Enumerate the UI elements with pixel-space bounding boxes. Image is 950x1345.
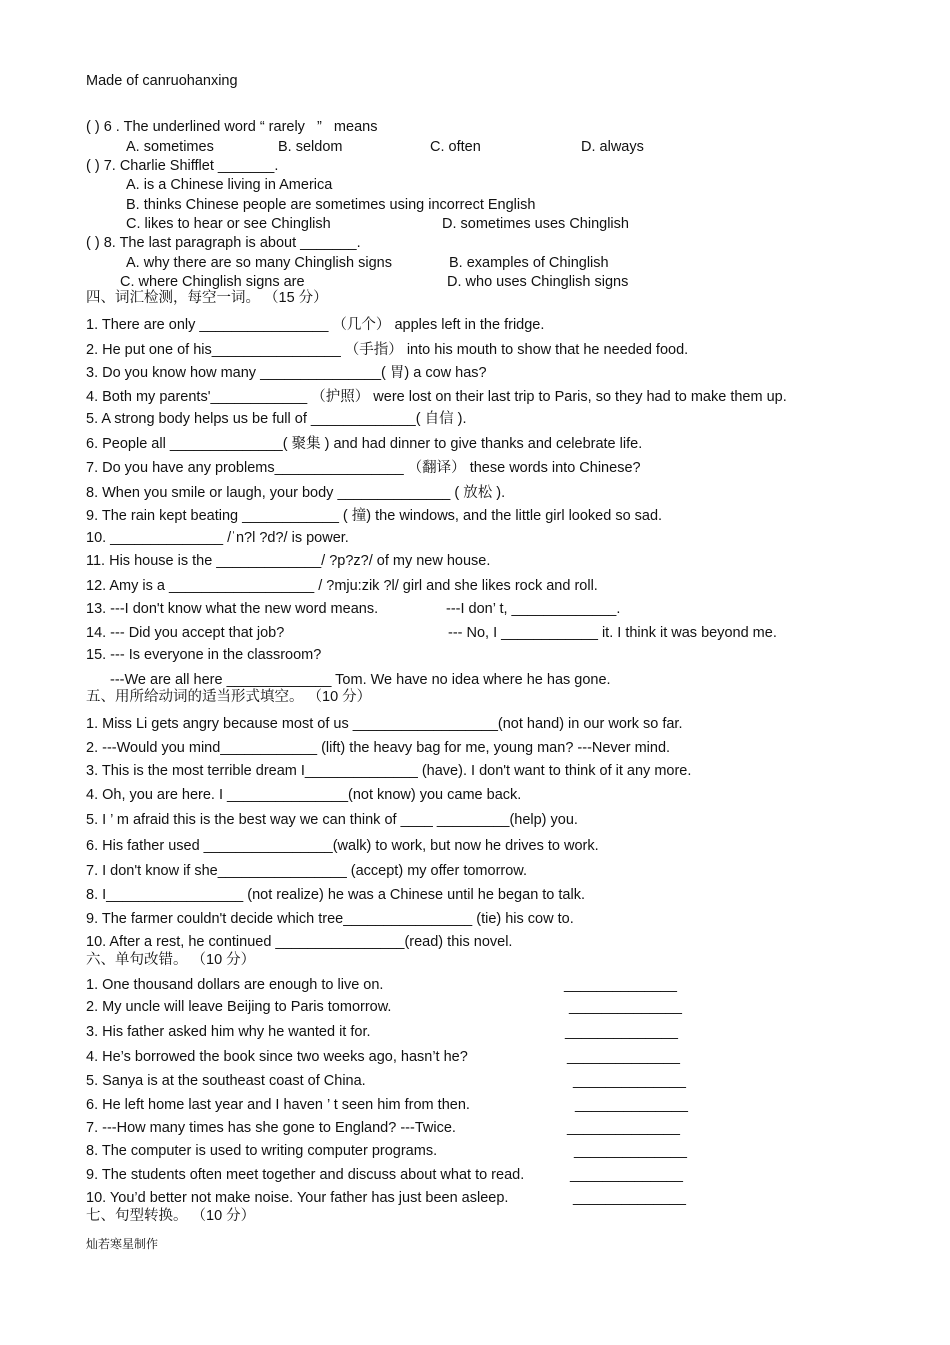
s6-item: 2. My uncle will leave Beijing to Paris tomorrow. xyxy=(86,999,392,1015)
s4-item: ---We are all here _____________ Tom. We have no idea where he has gone. xyxy=(110,672,611,688)
s6-answer-blank: ______________ xyxy=(573,1190,686,1206)
q7-opt-d: D. sometimes uses Chinglish xyxy=(442,216,629,232)
s6-answer-blank: ______________ xyxy=(565,1024,678,1040)
s6-item: 10. You’d better not make noise. Your father has just been asleep. xyxy=(86,1190,509,1206)
section-4-title: 四、词汇检测，每空一词。 （15 分） xyxy=(86,290,328,306)
s5-item: 5. I ’ m afraid this is the best way we can think of ____ _________(help) you. xyxy=(86,812,578,828)
s4-item: 11. His house is the _____________/ ?p?z?/ of my new house. xyxy=(86,553,491,569)
s6-item: 9. The students often meet together and discuss about what to read. xyxy=(86,1167,525,1183)
s5-item: 1. Miss Li gets angry because most of us __________________(not hand) in our work so far. xyxy=(86,716,683,732)
s5-item: 10. After a rest, he continued ________________(read) this novel. xyxy=(86,934,513,950)
s4-item: 12. Amy is a __________________ / ?mju:zik ?l/ girl and she likes rock and roll. xyxy=(86,578,598,594)
q6-line: ( ) 6 . The underlined word “ rarely ” means xyxy=(86,119,378,135)
s6-answer-blank: ______________ xyxy=(573,1073,686,1089)
s4-item: 5. A strong body helps us be full of _____________( 自信 ). xyxy=(86,411,467,427)
s6-answer-blank: ______________ xyxy=(567,1049,680,1065)
s4-item-right: --- No, I ____________ it. I think it was beyond me. xyxy=(448,625,777,641)
section-7-title: 七、句型转换。 （10 分） xyxy=(86,1208,256,1224)
s6-answer-blank: ______________ xyxy=(575,1097,688,1113)
page-footer: 灿若寒星制作 xyxy=(86,1237,159,1251)
s4-item: 4. Both my parents'____________ （护照） were lost on their last trip to Paris, so they had to make them up. xyxy=(86,389,787,405)
s6-answer-blank: ______________ xyxy=(564,977,677,993)
s5-item: 4. Oh, you are here. I _______________(not know) you came back. xyxy=(86,787,522,803)
s4-item: 6. People all ______________( 聚集 ) and had dinner to give thanks and celebrate life. xyxy=(86,436,643,452)
q8-line: ( ) 8. The last paragraph is about _______. xyxy=(86,235,361,251)
s6-answer-blank: ______________ xyxy=(567,1120,680,1136)
s6-item: 5. Sanya is at the southeast coast of China. xyxy=(86,1073,366,1089)
s6-item: 1. One thousand dollars are enough to live on. xyxy=(86,977,384,993)
s4-item: 13. ---I don't know what the new word means. xyxy=(86,601,379,617)
q8-opt-b: B. examples of Chinglish xyxy=(449,255,609,271)
q8-opt-d: D. who uses Chinglish signs xyxy=(447,274,629,290)
s5-item: 3. This is the most terrible dream I______________ (have). I don't want to think of it any more. xyxy=(86,763,692,779)
s6-item: 7. ---How many times has she gone to England? ---Twice. xyxy=(86,1120,456,1136)
q7-opt-a: A. is a Chinese living in America xyxy=(126,177,333,193)
s5-item: 7. I don't know if she________________ (accept) my offer tomorrow. xyxy=(86,863,527,879)
s6-item: 8. The computer is used to writing computer programs. xyxy=(86,1143,438,1159)
page-header: Made of canruohanxing xyxy=(86,73,238,89)
q7-opt-b: B. thinks Chinese people are sometimes using incorrect English xyxy=(126,197,536,213)
s5-item: 2. ---Would you mind____________ (lift) the heavy bag for me, young man? ---Never mind. xyxy=(86,740,671,756)
q7-line: ( ) 7. Charlie Shifflet _______. xyxy=(86,158,279,174)
q7-opt-c: C. likes to hear or see Chinglish xyxy=(126,216,331,232)
s6-answer-blank: ______________ xyxy=(574,1143,687,1159)
s6-item: 6. He left home last year and I haven ’ t seen him from then. xyxy=(86,1097,470,1113)
q8-opt-a: A. why there are so many Chinglish signs xyxy=(126,255,392,271)
s5-item: 6. His father used ________________(walk) to work, but now he drives to work. xyxy=(86,838,599,854)
s4-item: 8. When you smile or laugh, your body ______________ ( 放松 ). xyxy=(86,485,506,501)
q6-opt-b: B. seldom xyxy=(278,139,343,155)
s4-item: 3. Do you know how many _______________( 胃) a cow has? xyxy=(86,365,487,381)
s6-answer-blank: ______________ xyxy=(569,999,682,1015)
s4-item: 1. There are only ________________ （几个） apples left in the fridge. xyxy=(86,317,545,333)
q6-opt-d: D. always xyxy=(581,139,644,155)
section-6-title: 六、单句改错。 （10 分） xyxy=(86,952,256,968)
s6-item: 4. He’s borrowed the book since two weeks ago, hasn’t he? xyxy=(86,1049,468,1065)
q6-opt-c: C. often xyxy=(430,139,481,155)
q8-opt-c: C. where Chinglish signs are xyxy=(120,274,305,290)
q6-opt-a: A. sometimes xyxy=(126,139,214,155)
s4-item: 2. He put one of his________________ （手指） into his mouth to show that he needed food. xyxy=(86,342,689,358)
s4-item: 10. ______________ /ˈn?l ?d?/ is power. xyxy=(86,530,349,546)
s6-answer-blank: ______________ xyxy=(570,1167,683,1183)
s4-item: 9. The rain kept beating ____________ ( 撞) the windows, and the little girl looked so sad. xyxy=(86,508,663,524)
s5-item: 8. I_________________ (not realize) he was a Chinese until he began to talk. xyxy=(86,887,585,903)
s4-item: 7. Do you have any problems________________ （翻译） these words into Chinese? xyxy=(86,460,641,476)
s4-item: 14. --- Did you accept that job? xyxy=(86,625,285,641)
s4-item-right: ---I don’ t, _____________. xyxy=(446,601,621,617)
s4-item: 15. --- Is everyone in the classroom? xyxy=(86,647,322,663)
s5-item: 9. The farmer couldn't decide which tree________________ (tie) his cow to. xyxy=(86,911,574,927)
section-5-title: 五、用所给动词的适当形式填空。 （10 分） xyxy=(86,689,372,705)
s6-item: 3. His father asked him why he wanted it for. xyxy=(86,1024,371,1040)
